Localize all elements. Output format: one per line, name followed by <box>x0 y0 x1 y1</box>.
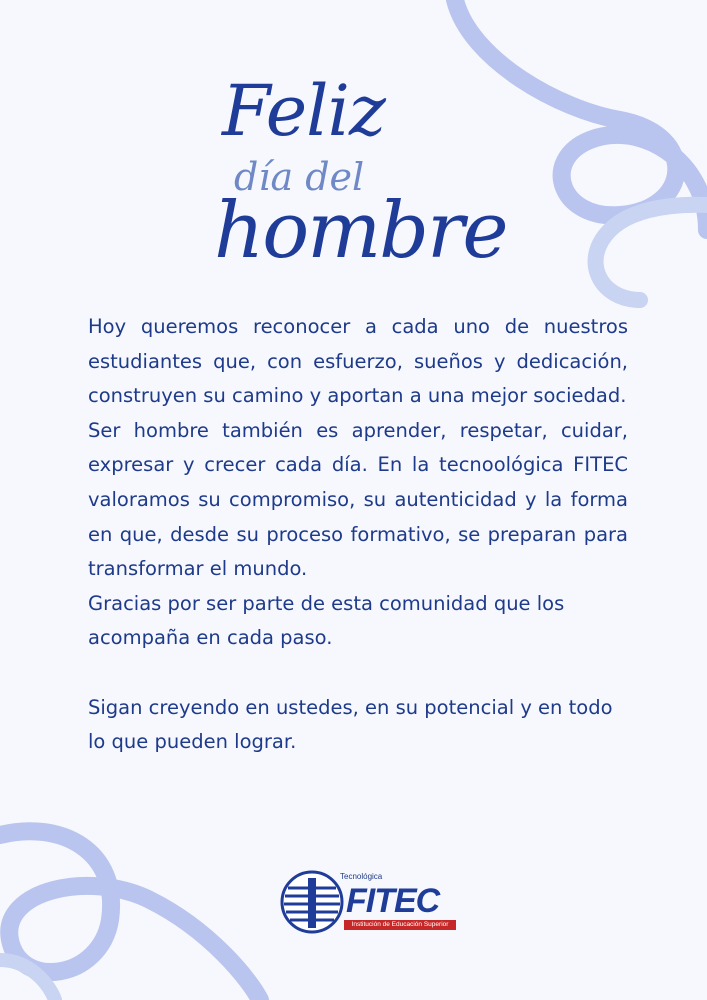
paragraph-spacer <box>88 656 628 691</box>
paragraph-4: Sigan creyendo en ustedes, en su potencial y en todo lo que pueden lograr. <box>88 695 613 754</box>
title-hombre: hombre <box>214 186 507 276</box>
message-body <box>88 310 628 760</box>
logo-top-text: Tecnológica <box>340 872 383 881</box>
paragraph-1: Hoy queremos reconocer a cada uno de nuestros estudiantes que, con esfuerzo, sueños y dedicación, construyen su camino y aportan a una mejor sociedad. <box>88 315 628 408</box>
fitec-logo <box>280 870 462 934</box>
logo-tagline: Institución de Educación Superior <box>344 920 456 930</box>
title-feliz: Feliz <box>222 70 385 152</box>
paragraph-3: Gracias por ser parte de esta comunidad que los acompaña en cada paso. <box>88 591 565 650</box>
paragraph-2: Ser hombre también es aprender, respetar, cuidar, expresar y crecer cada día. En la tecnoológica FITEC valoramos su compromiso, su autenticidad y la forma en que, desde su proceso formativo, se preparan para transformar el mundo. <box>88 418 628 581</box>
title-dia-del: día del <box>234 155 365 199</box>
fitec-globe-icon <box>280 870 344 934</box>
ribbon-top-right-2 <box>596 205 707 300</box>
logo-name: FITEC <box>346 882 440 920</box>
greeting-title <box>210 72 520 282</box>
